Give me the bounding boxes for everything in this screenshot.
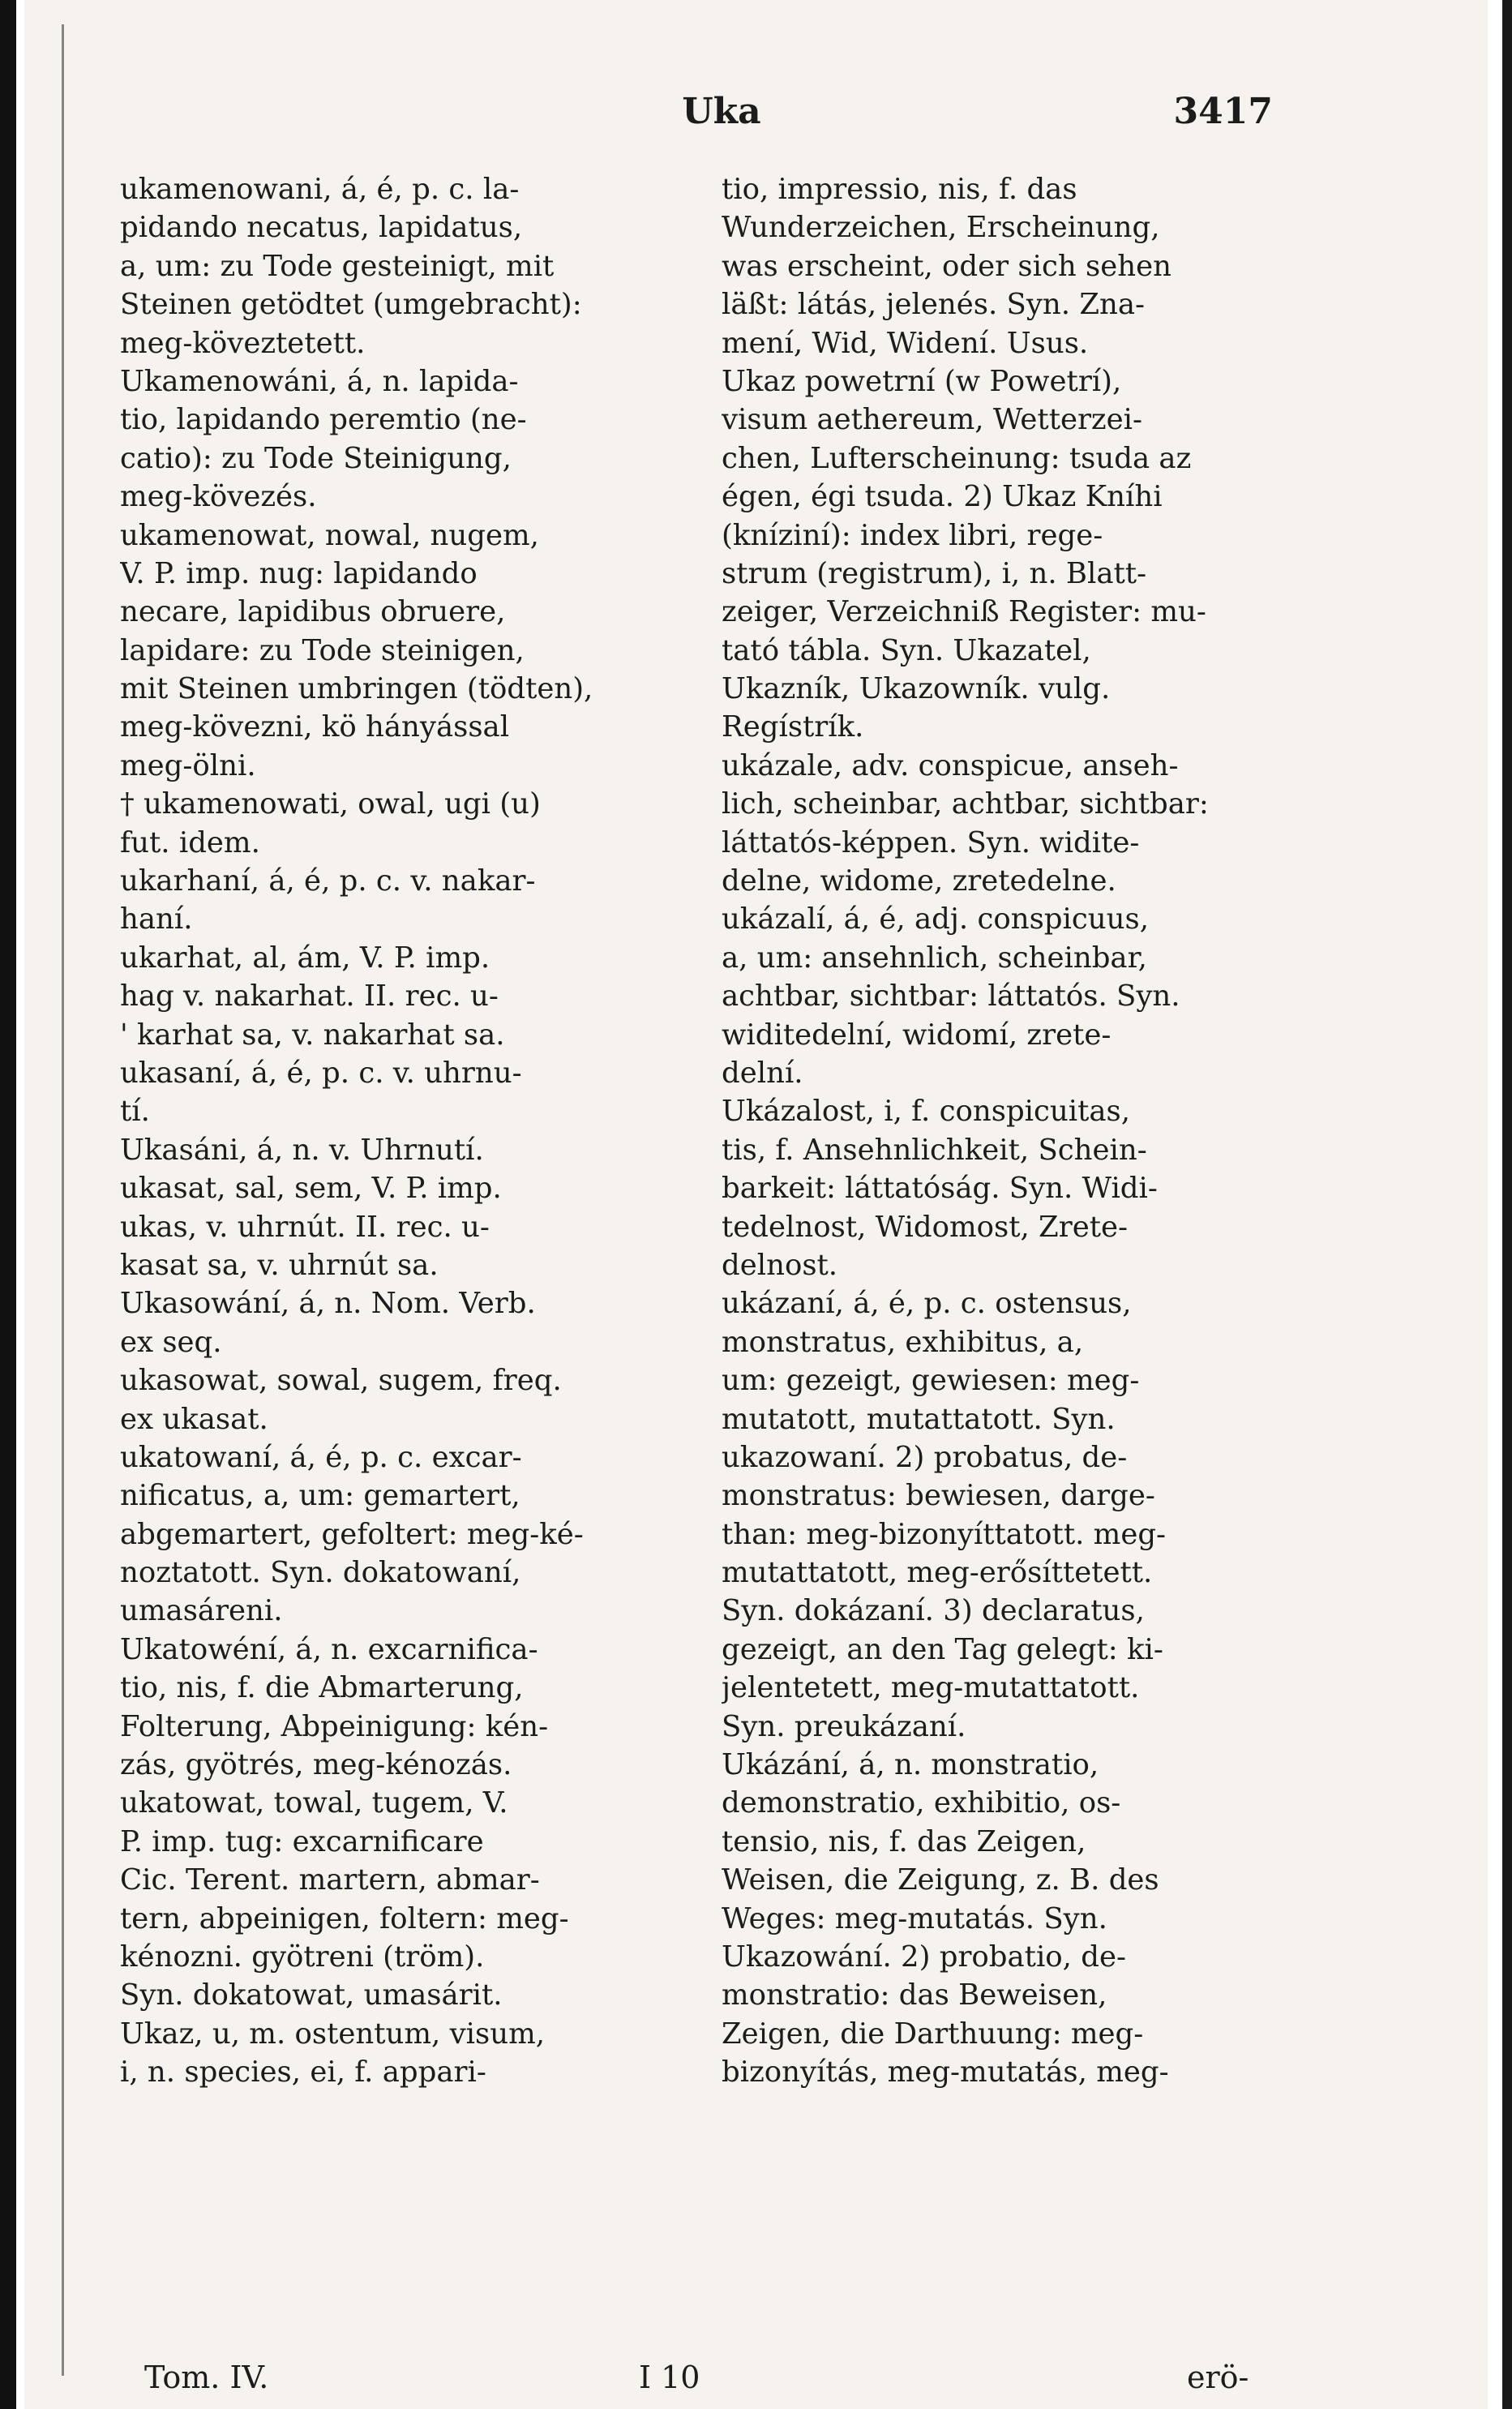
left-column-line: meg-kövezni, kö hányással — [120, 710, 510, 744]
left-column-line: i, n. species, ei, f. appari- — [120, 2055, 486, 2090]
left-column-line: meg-ölni. — [120, 748, 256, 782]
left-column-line: ukarhat, al, ám, V. P. imp. — [120, 941, 490, 975]
left-column-line: V. P. imp. nug: lapidando — [120, 556, 478, 590]
right-column-line: ukázalí, á, é, adj. conspicuus, — [722, 902, 1149, 937]
right-column-line: tio, impressio, nis, f. das — [722, 173, 1077, 206]
left-column-line: mit Steinen umbringen (tödten), — [120, 672, 593, 706]
left-column-line: ukamenowani, á, é, p. c. la- — [120, 173, 520, 206]
left-column-line: ukas, v. uhrnút. II. rec. u- — [120, 1210, 490, 1244]
right-column-line: Weges: meg-mutatás. Syn. — [722, 1901, 1107, 1935]
right-column-line: (kníziní): index libri, rege- — [722, 518, 1103, 552]
left-column-line: lapidare: zu Tode steinigen, — [120, 633, 525, 667]
left-column-line: kénozni. gyötreni (tröm). — [120, 1940, 485, 1974]
left-column-line: tio, nis, f. die Abmarterung, — [120, 1671, 524, 1705]
right-column-line: strum (registrum), i, n. Blatt- — [722, 556, 1147, 590]
catchword: erö- — [1187, 2360, 1249, 2395]
left-column-line: ukasat, sal, sem, V. P. imp. — [120, 1172, 502, 1206]
right-column-line: monstratus: bewiesen, darge- — [722, 1479, 1155, 1513]
left-column-line: catio): zu Tode Steinigung, — [120, 441, 512, 475]
left-column-line: Ukamenowáni, á, n. lapida- — [120, 364, 519, 398]
right-column-line: was erscheint, oder sich sehen — [722, 249, 1171, 283]
right-column-line: Zeigen, die Darthuung: meg- — [722, 2017, 1144, 2051]
left-column-line: zás, gyötrés, meg-kénozás. — [120, 1748, 512, 1782]
left-column-line: Ukasáni, á, n. v. Uhrnutí. — [120, 1133, 484, 1167]
right-column-line: Syn. dokázaní. 3) declaratus, — [722, 1594, 1145, 1628]
right-column-line: Ukazowání. 2) probatio, de- — [722, 1940, 1126, 1974]
right-column-line: barkeit: láttatóság. Syn. Widi- — [722, 1172, 1158, 1206]
left-column-line: Cic. Terent. martern, abmar- — [120, 1863, 540, 1897]
left-column-line: necare, lapidibus obruere, — [120, 595, 506, 629]
right-column-line: égen, égi tsuda. 2) Ukaz Kníhi — [722, 480, 1163, 514]
left-column-line: ex seq. — [120, 1325, 222, 1359]
right-column-line: monstratus, exhibitus, a, — [722, 1325, 1084, 1359]
left-column-line: kasat sa, v. uhrnút sa. — [120, 1248, 439, 1282]
right-column-line: Regístrík. — [722, 710, 864, 744]
right-column-line: delní. — [722, 1056, 803, 1090]
right-column-line: bizonyítás, meg-mutatás, meg- — [722, 2055, 1169, 2090]
right-column-line: widitedelní, widomí, zrete- — [722, 1018, 1112, 1052]
right-column-line: läßt: látás, jelenés. Syn. Zna- — [722, 288, 1146, 322]
left-column-line: umasáreni. — [120, 1594, 283, 1628]
right-column — [722, 170, 1305, 2092]
right-column-line: Wunderzeichen, Erscheinung, — [722, 211, 1160, 245]
left-column-line: ukatowaní, á, é, p. c. excar- — [120, 1440, 522, 1474]
right-column-line: ukázaní, á, é, p. c. ostensus, — [722, 1287, 1132, 1321]
right-column-line: Ukaz powetrní (w Powetrí), — [722, 364, 1122, 398]
right-column-line: Ukazník, Ukazowník. vulg. — [722, 672, 1111, 706]
left-column-line: fut. idem. — [120, 825, 260, 859]
right-column-line: tis, f. Ansehnlichkeit, Schein- — [722, 1133, 1147, 1167]
right-column-line: lich, scheinbar, achtbar, sichtbar: — [722, 787, 1209, 821]
left-column-line: ' karhat sa, v. nakarhat sa. — [120, 1018, 505, 1052]
left-column-line: tern, abpeinigen, foltern: meg- — [120, 1901, 569, 1935]
left-column-line: tí. — [120, 1095, 150, 1129]
left-column-line: Ukasowání, á, n. Nom. Verb. — [120, 1287, 536, 1321]
left-column-line: tio, lapidando peremtio (ne- — [120, 403, 527, 437]
right-column-line: Ukázání, á, n. monstratio, — [722, 1748, 1099, 1782]
left-column-line: Ukaz, u, m. ostentum, visum, — [120, 2017, 546, 2051]
left-column-line: Steinen getödtet (umgebracht): — [120, 288, 582, 322]
right-column-line: Ukázalost, i, f. conspicuitas, — [722, 1095, 1131, 1129]
left-column-line: haní. — [120, 902, 193, 937]
right-column-line: a, um: ansehnlich, scheinbar, — [722, 941, 1147, 975]
left-column-line: meg-köveztetett. — [120, 326, 366, 360]
right-column-line: mutatott, mutattatott. Syn. — [722, 1402, 1116, 1436]
right-column-line: demonstratio, exhibitio, os- — [722, 1786, 1121, 1820]
scan-border-right — [1502, 0, 1512, 2409]
page-number: 3417 — [1173, 91, 1273, 132]
left-column-line: abgemartert, gefoltert: meg-ké- — [120, 1517, 584, 1551]
right-column-line: um: gezeigt, gewiesen: meg- — [722, 1364, 1140, 1398]
right-column-line: tató tábla. Syn. Ukazatel, — [722, 633, 1091, 667]
left-column-line: ukatowat, towal, tugem, V. — [120, 1786, 508, 1820]
page-edge-rule — [62, 24, 64, 2376]
left-column-line: Folterung, Abpeinigung: kén- — [120, 1709, 549, 1743]
right-column-line: ukazowaní. 2) probatus, de- — [722, 1440, 1128, 1474]
right-column-line: mení, Wid, Widení. Usus. — [722, 326, 1089, 360]
right-column-line: chen, Lufterscheinung: tsuda az — [722, 441, 1192, 475]
right-column-line: delnost. — [722, 1248, 838, 1282]
right-column-line: delne, widome, zretedelne. — [722, 864, 1116, 898]
left-column-line: † ukamenowati, owal, ugi (u) — [120, 787, 541, 821]
left-column-line: ukasaní, á, é, p. c. v. uhrnu- — [120, 1056, 522, 1090]
right-column-line: zeiger, Verzeichniß Register: mu- — [722, 595, 1206, 629]
right-column-line: mutattatott, meg-erősíttetett. — [722, 1556, 1153, 1590]
left-column-line: P. imp. tug: excarnificare — [120, 1824, 484, 1858]
left-column-line: Ukatowéní, á, n. excarnifica- — [120, 1632, 538, 1666]
left-column-line: Syn. dokatowat, umasárit. — [120, 1978, 503, 2013]
left-column-line: nificatus, a, um: gemartert, — [120, 1479, 520, 1513]
scan-border-left — [0, 0, 16, 2409]
right-column-line: Syn. preukázaní. — [722, 1709, 966, 1743]
left-column-line: pidando necatus, lapidatus, — [120, 211, 523, 245]
right-column-line: ukázale, adv. conspicue, anseh- — [722, 748, 1179, 782]
dictionary-page — [24, 0, 1488, 2409]
left-column-line: a, um: zu Tode gesteinigt, mit — [120, 249, 555, 283]
right-column-line: monstratio: das Beweisen, — [722, 1978, 1107, 2013]
right-column-line: gezeigt, an den Tag gelegt: ki- — [722, 1632, 1163, 1666]
right-column-line: tensio, nis, f. das Zeigen, — [722, 1824, 1086, 1858]
left-column — [120, 170, 704, 2092]
right-column-line: visum aethereum, Wetterzei- — [722, 403, 1142, 437]
left-column-line: ukamenowat, nowal, nugem, — [120, 518, 539, 552]
right-column-line: láttatós-képpen. Syn. widite- — [722, 825, 1140, 859]
right-column-line: than: meg-bizonyíttatott. meg- — [722, 1517, 1167, 1551]
running-head: Uka — [682, 91, 761, 132]
right-column-line: jelentetett, meg-mutattatott. — [722, 1671, 1140, 1705]
left-column-line: meg-kövezés. — [120, 480, 317, 514]
volume-mark: Tom. IV. — [144, 2360, 269, 2395]
left-column-line: ex ukasat. — [120, 1402, 268, 1436]
right-column-line: achtbar, sichtbar: láttatós. Syn. — [722, 979, 1180, 1014]
signature-mark: I 10 — [639, 2360, 700, 2395]
left-column-line: ukasowat, sowal, sugem, freq. — [120, 1364, 562, 1398]
right-column-line: Weisen, die Zeigung, z. B. des — [722, 1863, 1159, 1897]
left-column-line: hag v. nakarhat. II. rec. u- — [120, 979, 499, 1014]
right-column-line: tedelnost, Widomost, Zrete- — [722, 1210, 1128, 1244]
left-column-line: noztatott. Syn. dokatowaní, — [120, 1556, 521, 1590]
left-column-line: ukarhaní, á, é, p. c. v. nakar- — [120, 864, 536, 898]
